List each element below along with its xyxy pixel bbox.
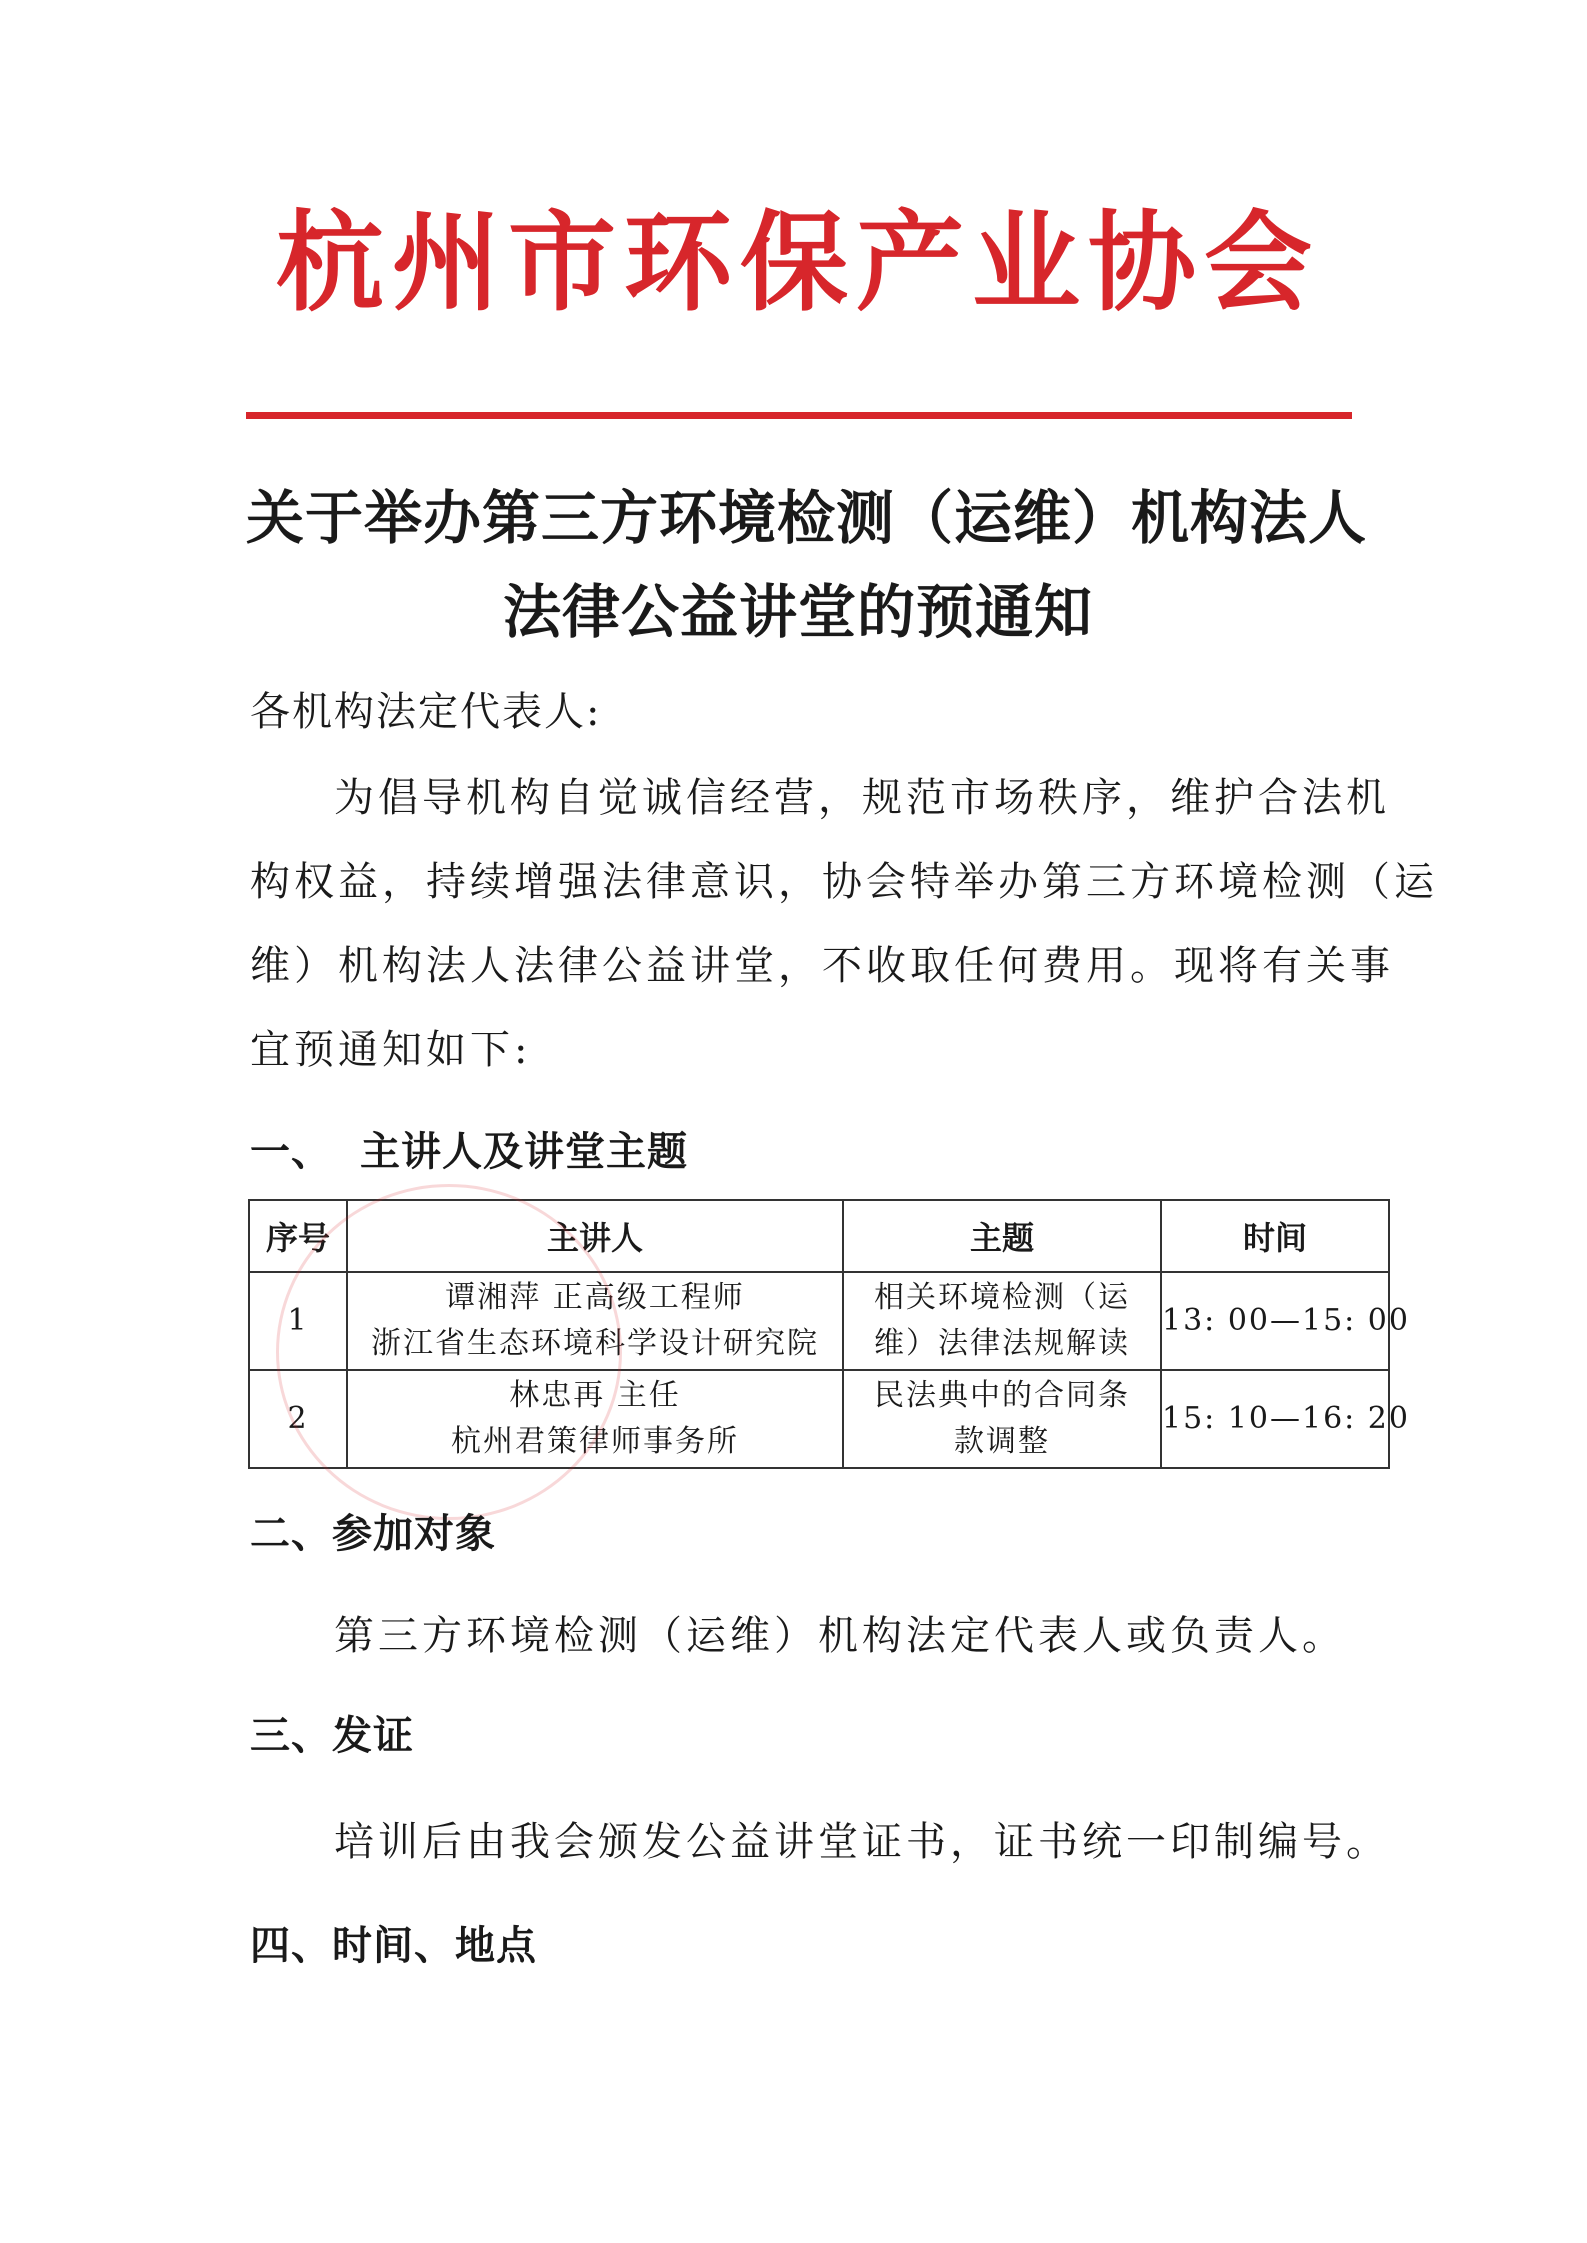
- section-title: 主讲人及讲堂主题: [360, 1129, 688, 1175]
- speaker-name-title: 林忠再 主任: [509, 1378, 681, 1413]
- salutation: 各机构法定代表人:: [250, 689, 602, 735]
- table-row: [249, 1370, 1389, 1468]
- speaker-organization: 浙江省生态环境科学设计研究院: [371, 1326, 819, 1361]
- notice-title-line-2: 法律公益讲堂的预通知: [502, 578, 1093, 646]
- column-header-topic: 主题: [843, 1200, 1161, 1272]
- section-heading-time-location: 四、时间、地点: [250, 1923, 537, 1969]
- table-row: [249, 1272, 1389, 1370]
- intro-line-3: 维）机构法人法律公益讲堂，不收取任何费用。现将有关事: [250, 943, 1394, 989]
- time-cell: 13: 00—15: 00: [1161, 1272, 1389, 1370]
- topic-cell: [843, 1370, 1161, 1468]
- column-header-number: 序号: [249, 1200, 347, 1272]
- row-number: 1: [249, 1272, 347, 1370]
- intro-line-2: 构权益，持续增强法律意识，协会特举办第三方环境检测（运: [250, 859, 1438, 905]
- table-header-row: [249, 1200, 1389, 1272]
- notice-title-line-1: 关于举办第三方环境检测（运维）机构法人: [246, 484, 1368, 552]
- column-header-speaker: 主讲人: [347, 1200, 843, 1272]
- topic-line: 相关环境检测（运: [874, 1280, 1130, 1315]
- topic-line: 维）法律法规解读: [874, 1326, 1130, 1361]
- participants-description: 第三方环境检测（运维）机构法定代表人或负责人。: [334, 1613, 1346, 1659]
- row-number: 2: [249, 1370, 347, 1468]
- time-cell: 15: 10—16: 20: [1161, 1370, 1389, 1468]
- column-header-time: 时间: [1161, 1200, 1389, 1272]
- topic-line: 款调整: [954, 1424, 1050, 1459]
- section-heading-certificate: 三、发证: [250, 1713, 414, 1759]
- topic-cell: [843, 1272, 1161, 1370]
- speaker-organization: 杭州君策律师事务所: [451, 1424, 739, 1459]
- topic-line: 民法典中的合同条: [874, 1378, 1130, 1413]
- section-number: 一、: [250, 1129, 332, 1175]
- section-heading-participants: 二、参加对象: [250, 1511, 496, 1557]
- speaker-name-title: 谭湘萍 正高级工程师: [445, 1280, 745, 1315]
- speaker-cell: [347, 1272, 843, 1370]
- speaker-cell: [347, 1370, 843, 1468]
- section-heading-speakers: [250, 1124, 688, 1180]
- intro-line-1: 为倡导机构自觉诚信经营，规范市场秩序，维护合法机: [334, 775, 1390, 821]
- certificate-description: 培训后由我会颁发公益讲堂证书，证书统一印制编号。: [334, 1819, 1390, 1865]
- intro-line-4: 宜预通知如下:: [250, 1027, 532, 1073]
- organization-letterhead: 杭州市环保产业协会: [275, 200, 1320, 326]
- speaker-schedule-table: [248, 1199, 1410, 1469]
- letterhead-divider: [246, 412, 1352, 419]
